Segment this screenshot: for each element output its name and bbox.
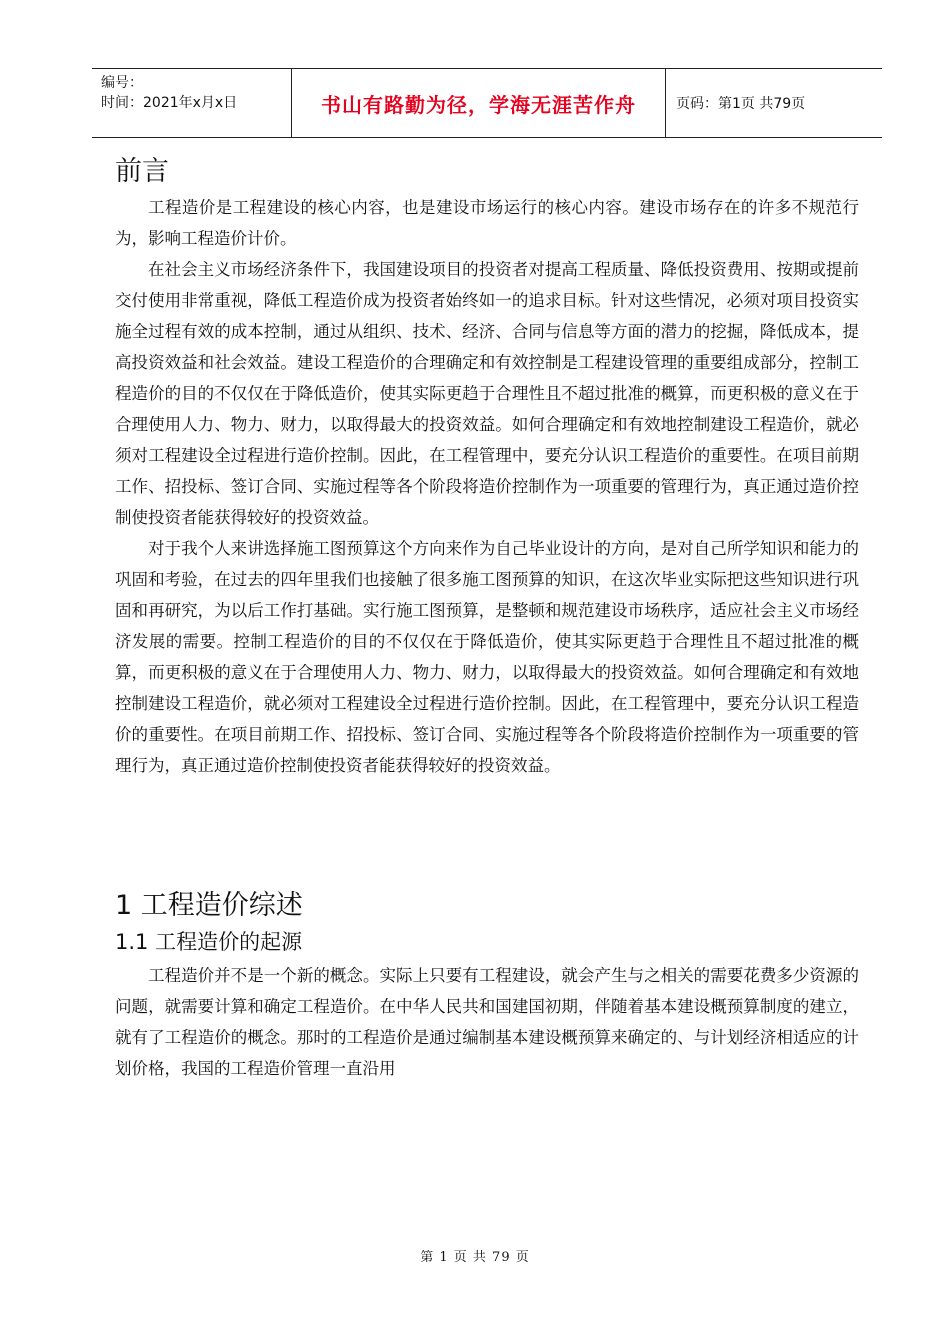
section-paragraph: 工程造价并不是一个新的概念。实际上只要有工程建设，就会产生与之相关的需要花费多少资源的问题，就需要计算和确定工程造价。在中华人民共和国建国初期，伴随着基本建设概预算制度的建立，就有了工程造价的概念。那时的工程造价是通过编制基本建设概预算来确定的、与计划经济相适应的计划价格，我国的工程造价管理一直沿用 [115,966,859,1078]
header-meta [92,69,292,137]
document-body [115,152,859,1084]
header-page-info: 页码：第1页 共79页 [676,96,806,112]
section-title: 1.1 工程造价的起源 [115,930,303,954]
chapter-title: 1 工程造价综述 [115,890,303,921]
page-header [92,68,882,138]
number-label: 编号： [101,75,143,91]
time-label: 时间：2021年x月x日 [101,95,238,111]
page-footer: 第 1 页 共 79 页 [420,1250,530,1265]
preface-title: 前言 [115,156,169,187]
preface-paragraph: 在社会主义市场经济条件下，我国建设项目的投资者对提高工程质量、降低投资费用、按期或提前交付使用非常重视，降低工程造价成为投资者始终如一的追求目标。针对这些情况，必须对项目投资实施全过程有效的成本控制，通过从组织、技术、经济、合同与信息等方面的潜力的挖掘，降低成本，提高投资效益和社会效益。建设工程造价的合理确定和有效控制是工程建设管理的重要组成部分，控制工程造价的目的不仅仅在于降低造价，使其实际更趋于合理性且不超过批准的概算，而更积极的意义在于合理使用人力、物力、财力，以取得最大的投资效益。如何合理确定和有效地控制建设工程造价，就必须对工程建设全过程进行造价控制。因此，在工程管理中，要充分认识工程造价的重要性。在项目前期工作、招投标、签订合同、实施过程等各个阶段将造价控制作为一项重要的管理行为，真正通过造价控制使投资者能获得较好的投资效益。 [115,260,859,527]
preface-paragraph: 工程造价是工程建设的核心内容，也是建设市场运行的核心内容。建设市场存在的许多不规范行为，影响工程造价计价。 [115,198,859,248]
section-spacer [115,781,859,886]
header-motto: 书山有路勤为径，学海无涯苦作舟 [292,69,666,137]
preface-paragraph: 对于我个人来讲选择施工图预算这个方向来作为自己毕业设计的方向，是对自己所学知识和能力的巩固和考验，在过去的四年里我们也接触了很多施工图预算的知识，在这次毕业实际把这些知识进行巩固和再研究，为以后工作打基础。实行施工图预算，是整顿和规范建设市场秩序，适应社会主义市场经济发展的需要。控制工程造价的目的不仅仅在于降低造价，使其实际更趋于合理性且不超过批准的概算，而更积极的意义在于合理使用人力、物力、财力，以取得最大的投资效益。如何合理确定和有效地控制建设工程造价，就必须对工程建设全过程进行造价控制。因此，在工程管理中，要充分认识工程造价的重要性。在项目前期工作、招投标、签订合同、实施过程等各个阶段将造价控制作为一项重要的管理行为，真正通过造价控制使投资者能获得较好的投资效益。 [115,539,859,775]
